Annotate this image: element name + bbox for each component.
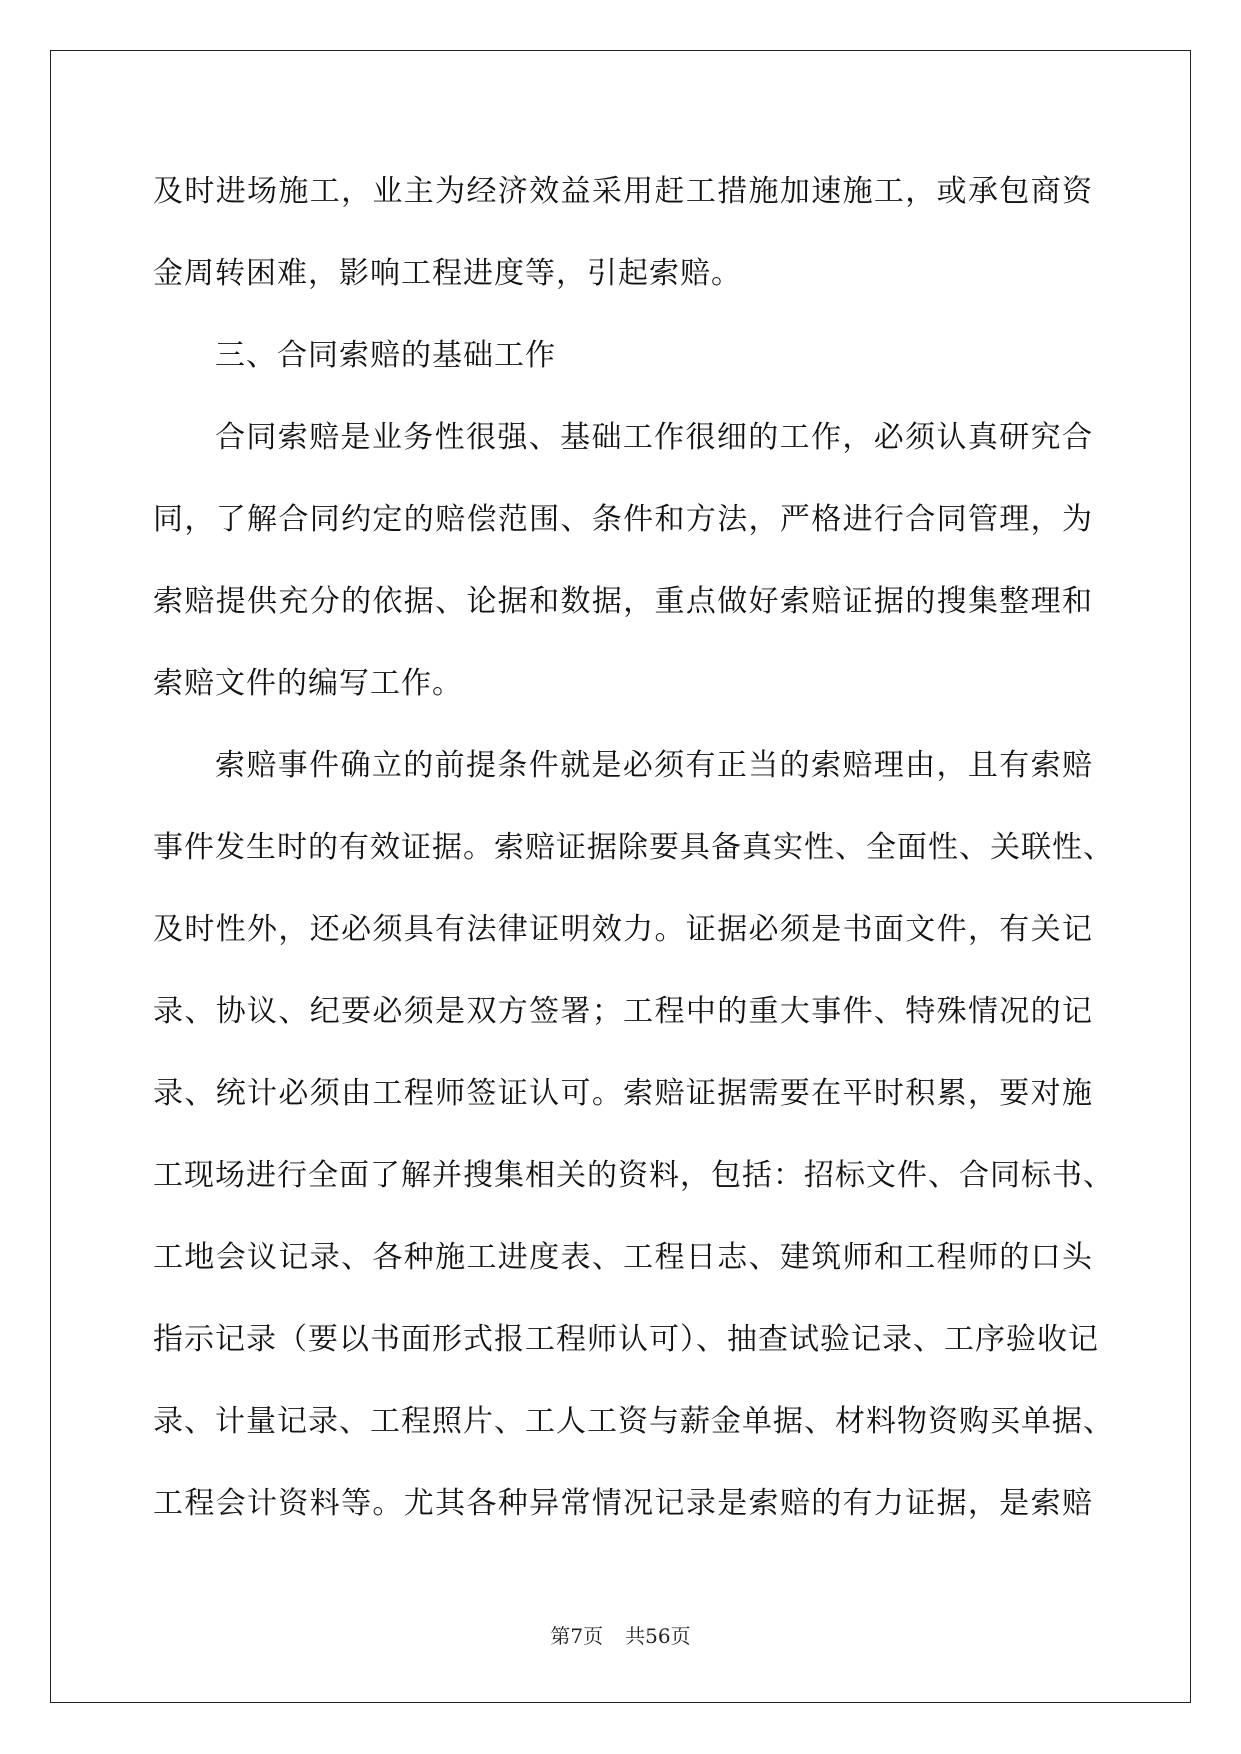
text-line: 索赔事件确立的前提条件就是必须有正当的索赔理由，且有索赔 <box>215 748 1093 783</box>
text-line: 工现场进行全面了解并搜集相关的资料，包括：招标文件、合同标书、 <box>153 1158 1114 1193</box>
text-line: 工程会计资料等。尤其各种异常情况记录是索赔的有力证据，是索赔 <box>153 1486 1093 1521</box>
text-line: 录、协议、纪要必须是双方签署；工程中的重大事件、特殊情况的记 <box>153 994 1093 1029</box>
text-line: 合同索赔是业务性很强、基础工作很细的工作，必须认真研究合 <box>215 420 1093 455</box>
text-line: 工地会议记录、各种施工进度表、工程日志、建筑师和工程师的口头 <box>153 1240 1093 1275</box>
text-line: 事件发生时的有效证据。索赔证据除要具备真实性、全面性、关联性、 <box>153 830 1114 865</box>
text-line: 指示记录（要以书面形式报工程师认可）、抽查试验记录、工序验收记 <box>153 1322 1099 1357</box>
text-line: 金周转困难，影响工程进度等，引起索赔。 <box>153 256 742 291</box>
text-line: 录、计量记录、工程照片、工人工资与薪金单据、材料物资购买单据、 <box>153 1404 1114 1439</box>
text-line: 三、合同索赔的基础工作 <box>215 338 556 373</box>
text-line: 同，了解合同约定的赔偿范围、条件和方法，严格进行合同管理，为 <box>153 502 1093 537</box>
text-line: 及时性外，还必须具有法律证明效力。证据必须是书面文件，有关记 <box>153 912 1093 947</box>
current-page-number: 第7页 <box>550 1624 604 1648</box>
text-line: 及时进场施工，业主为经济效益采用赶工措施加速施工，或承包商资 <box>153 174 1093 209</box>
text-line: 录、统计必须由工程师签证认可。索赔证据需要在平时积累，要对施 <box>153 1076 1093 1111</box>
text-line: 索赔提供充分的依据、论据和数据，重点做好索赔证据的搜集整理和 <box>153 584 1093 619</box>
document-body <box>153 156 1114 1550</box>
total-page-count: 共56页 <box>625 1624 691 1648</box>
page-footer <box>0 1620 1241 1649</box>
text-line: 索赔文件的编写工作。 <box>153 666 463 701</box>
